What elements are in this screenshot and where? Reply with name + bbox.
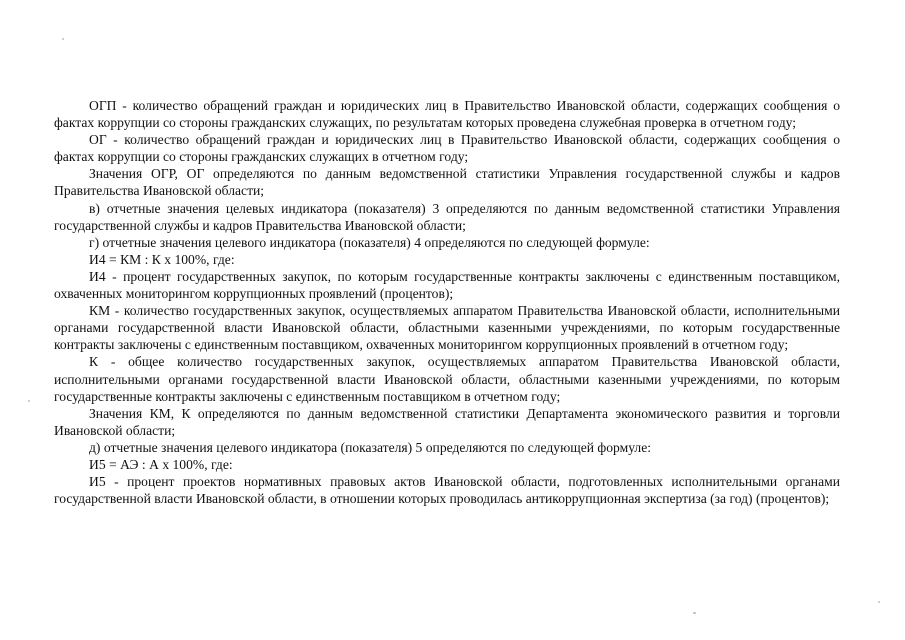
formula-i4: И4 = КМ : К х 100%, где:: [89, 251, 235, 267]
paragraph-item-d: д) отчетные значения целевого индикатора (показателя) 5 определяются по следующей формуле:: [89, 439, 652, 455]
scan-speck: [28, 400, 30, 402]
paragraph-i4-definition: И4 - процент государственных закупок, по которым государственные контракты заключены с единственным поставщиком, охваченных мониторингом коррупционных проявлений (процентов);: [54, 268, 840, 302]
paragraph-i5-definition: И5 - процент проектов нормативных правовых актов Ивановской области, подготовленных исполнительными органами государственной власти Ивановской области, в отношении которых проводилась антикоррупционная экспертиза (за год) (процентов);: [54, 474, 840, 507]
formula-i5: И5 = АЭ : А х 100%, где:: [89, 456, 233, 472]
paragraph-ogp-definition: ОГП - количество обращений граждан и юридических лиц в Правительство Ивановской области, содержащих сообщения о фактах коррупции со стороны гражданских служащих, по результатам которых проведена служебная проверка в отчетном году;: [54, 98, 840, 131]
scan-speck: [878, 601, 880, 603]
paragraph-og-definition: ОГ - количество обращений граждан и юридических лиц в Правительство Ивановской области, содержащих сообщения о фактах коррупции со стороны гражданских служащих в отчетном году;: [54, 132, 840, 165]
scan-speck: [62, 38, 64, 40]
scan-speck: [693, 612, 696, 614]
paragraph-item-v: в) отчетные значения целевых индикатора (показателя) 3 определяются по данным ведомственной статистики Управления государственной службы и кадров Правительства Ивановской области;: [54, 200, 840, 233]
paragraph-km-definition: КМ - количество государственных закупок, осуществляемых аппаратом Правительства Ивановской области, исполнительными органами государственной власти Ивановской области, областными казенными учреждениями, по которым государственные контракты заключены с единственным поставщиком, охваченных мониторингом коррупционных проявлений в отчетном году;: [54, 303, 840, 353]
paragraph-km-k-source: Значения КМ, К определяются по данным ведомственной статистики Департамента экономического развития и торговли Ивановской области;: [54, 405, 840, 438]
paragraph-ogr-og-source: Значения ОГР, ОГ определяются по данным ведомственной статистики Управления государственной службы и кадров Правительства Ивановской области;: [54, 166, 840, 199]
paragraph-item-g: г) отчетные значения целевого индикатора (показателя) 4 определяются по следующей формуле:: [89, 234, 650, 250]
document-body: [54, 97, 840, 507]
paragraph-k-definition: К - общее количество государственных закупок, осуществляемых аппаратом Правительства Ивановской области, исполнительными органами государственной власти Ивановской области, областными казенными учреждениями, по которым государственные контракты заключены с единственным поставщиком в отчетном году;: [54, 354, 840, 404]
